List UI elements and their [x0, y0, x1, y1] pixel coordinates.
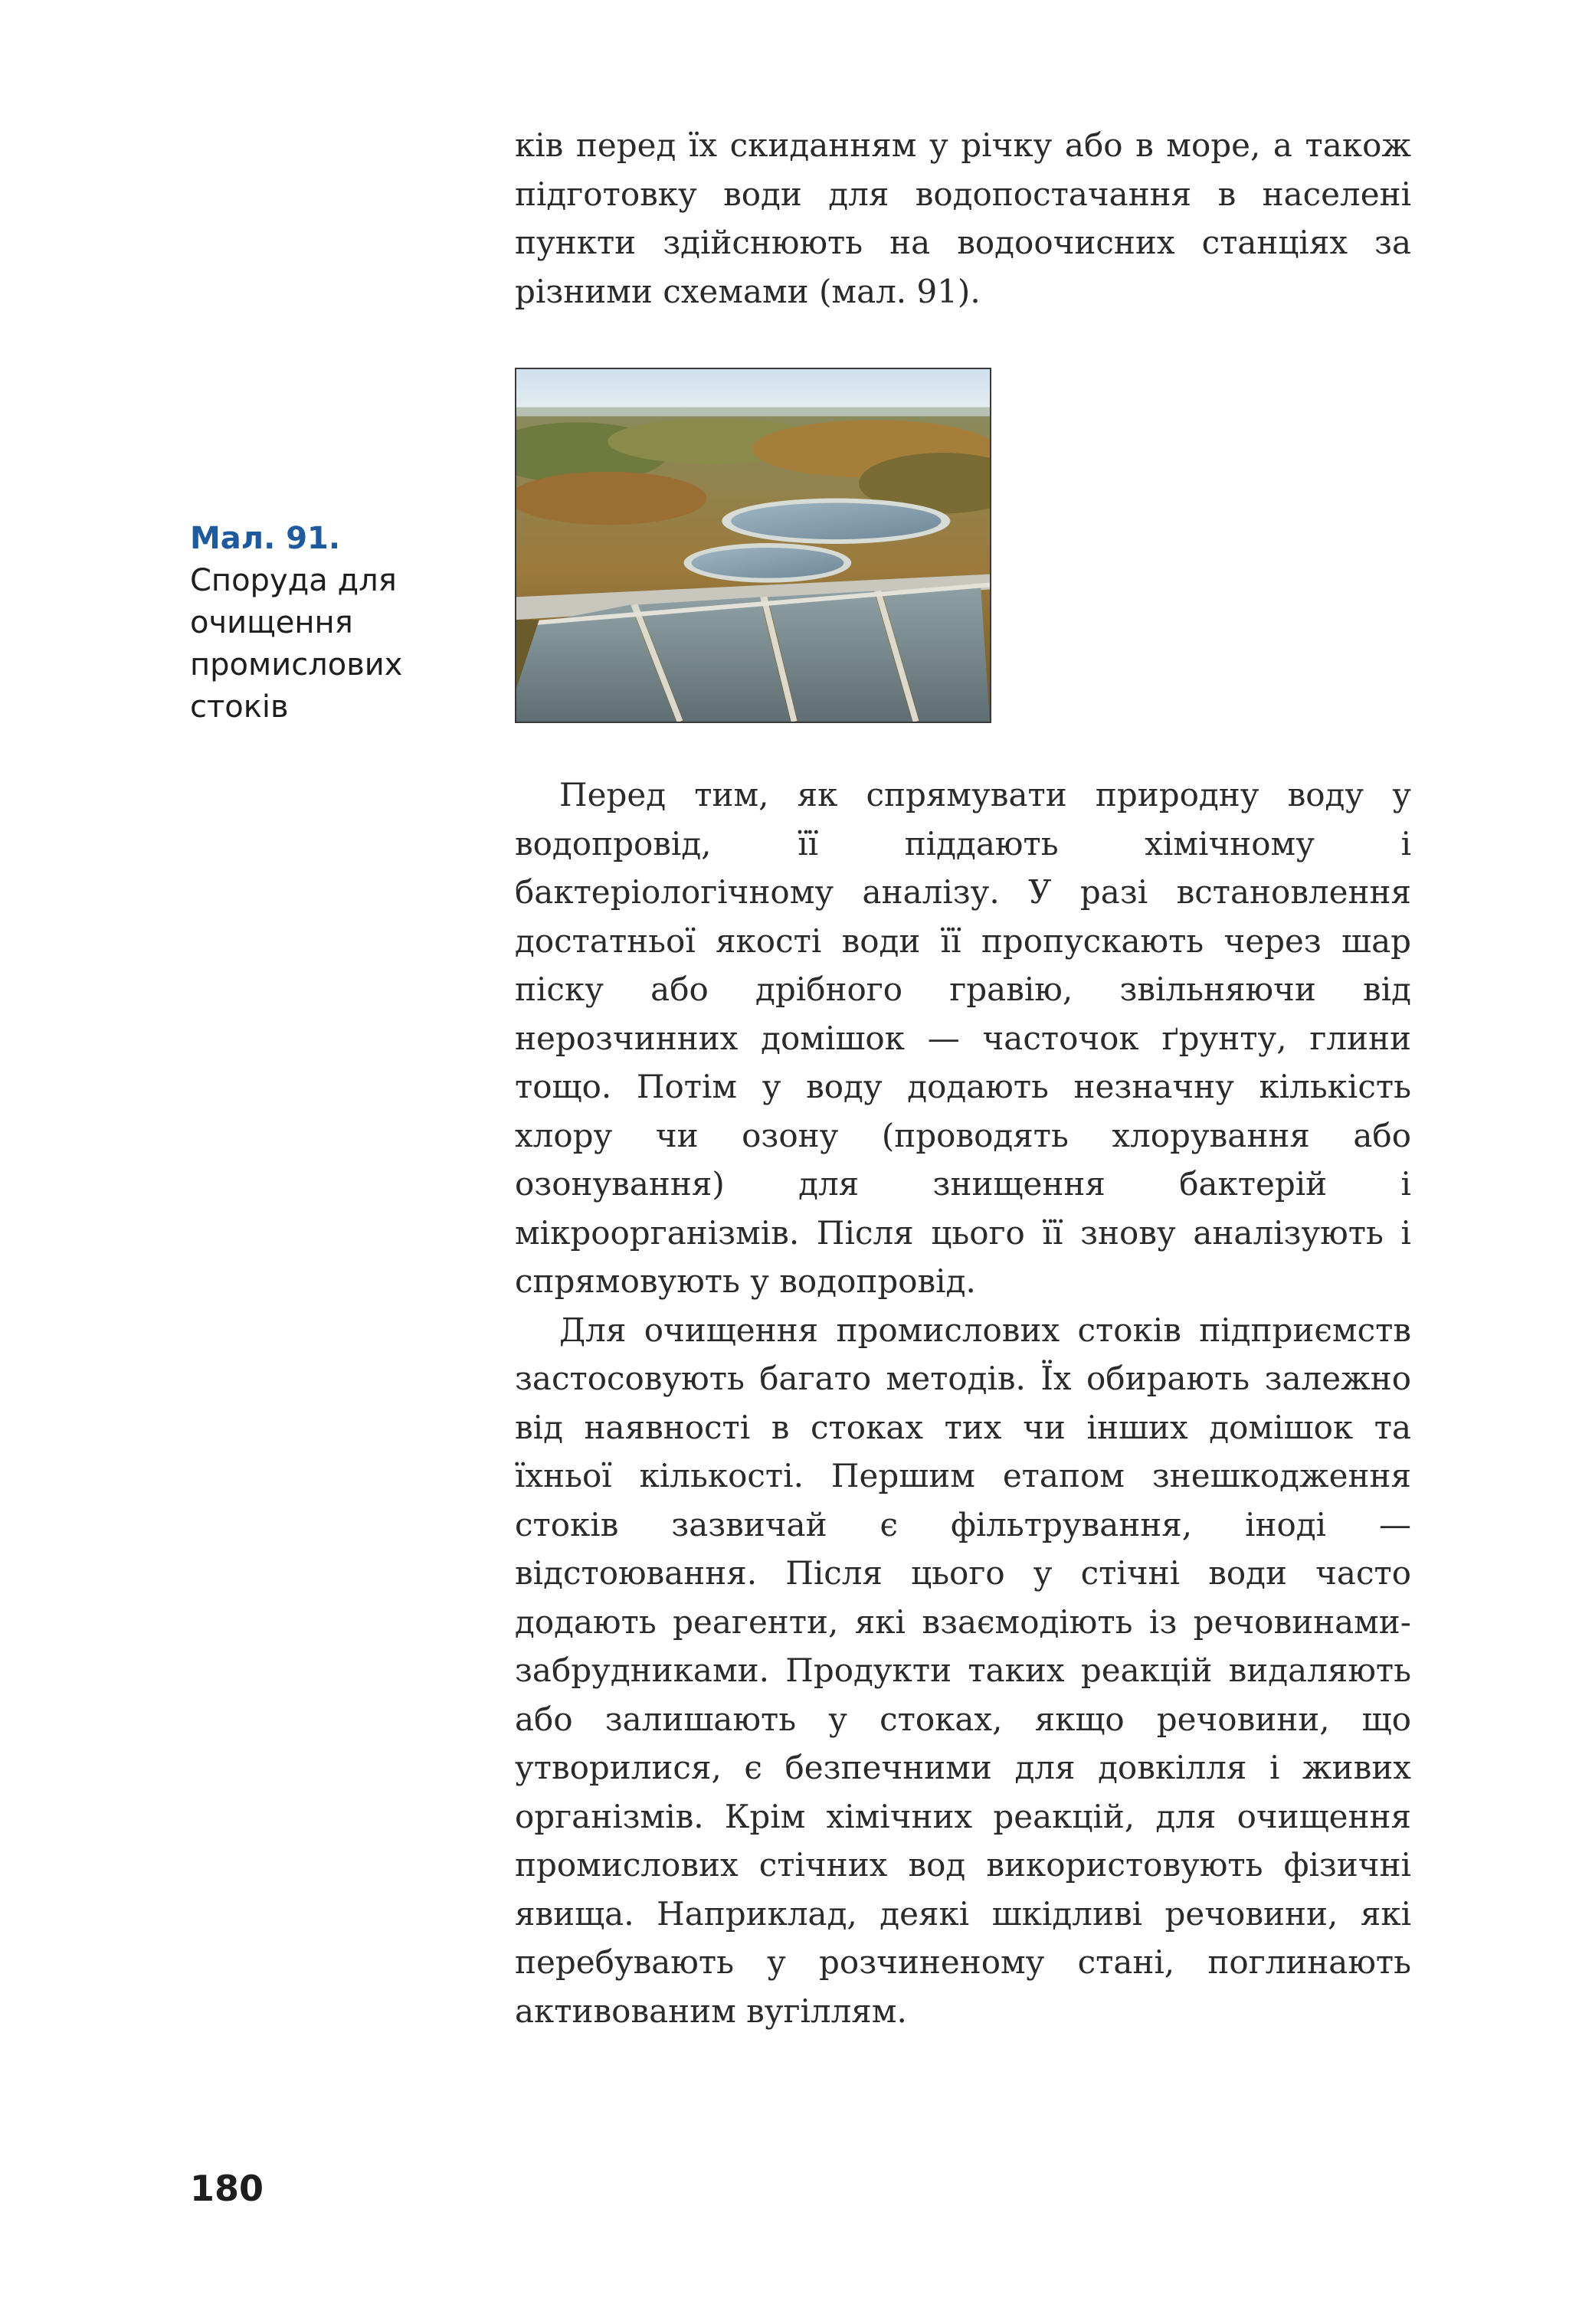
figure-caption — [190, 518, 450, 728]
page-number: 180 — [190, 2168, 264, 2209]
intro-text — [515, 121, 1411, 316]
paragraph-water-treatment: Перед тим, як спрямувати природну воду у водопровід, її піддають хімічному і бактеріологічному аналізу. У разі встановлення достатньої якості води її пропускають через шар піску або дрібного гравію, звільняючи від нерозчинних домішок — часточок ґрунту, глини тощо. Потім у воду додають незначну кількість хлору чи озону (проводять хлорування або озонування) для знищення бактерій і мікроорганізмів. Після цього її знову аналізують і спрямовують у водопровід. — [515, 776, 1411, 1300]
treatment-plant-illustration — [516, 369, 990, 722]
intro-paragraph: ків перед їх скиданням у річку або в море, а також підготовку води для водопостачання в населені пункти здійснюють на водоочисних станціях за різними схемами (мал. 91). — [515, 126, 1411, 310]
paragraph-industrial-treatment: Для очищення промислових стоків підприємств застосовують багато методів. Їх обирають залежно від наявності в стоках тих чи інших домішок та їхньої кількості. Першим етапом знешкодження стоків зазвичай є фільтрування, іноді — відстоювання. Після цього у стічні води часто додають реагенти, які взаємодіють із речовинами-забрудниками. Продукти таких реакцій видаляють або залишають у стоках, якщо речовини, що утворилися, є безпечними для довкілля і живих організмів. Крім хімічних реакцій, для очищення промислових стічних вод використовують фізичні явища. Наприклад, деякі шкідливі речовини, які перебувають у розчиненому стані, поглинають активованим вугіллям. — [515, 1311, 1411, 2030]
main-text — [515, 771, 1411, 2035]
figure-label: Мал. 91. — [190, 521, 341, 556]
treatment-plant-photo — [515, 368, 991, 723]
figure-caption-text: Споруда для очищення промислових стоків — [190, 563, 403, 725]
